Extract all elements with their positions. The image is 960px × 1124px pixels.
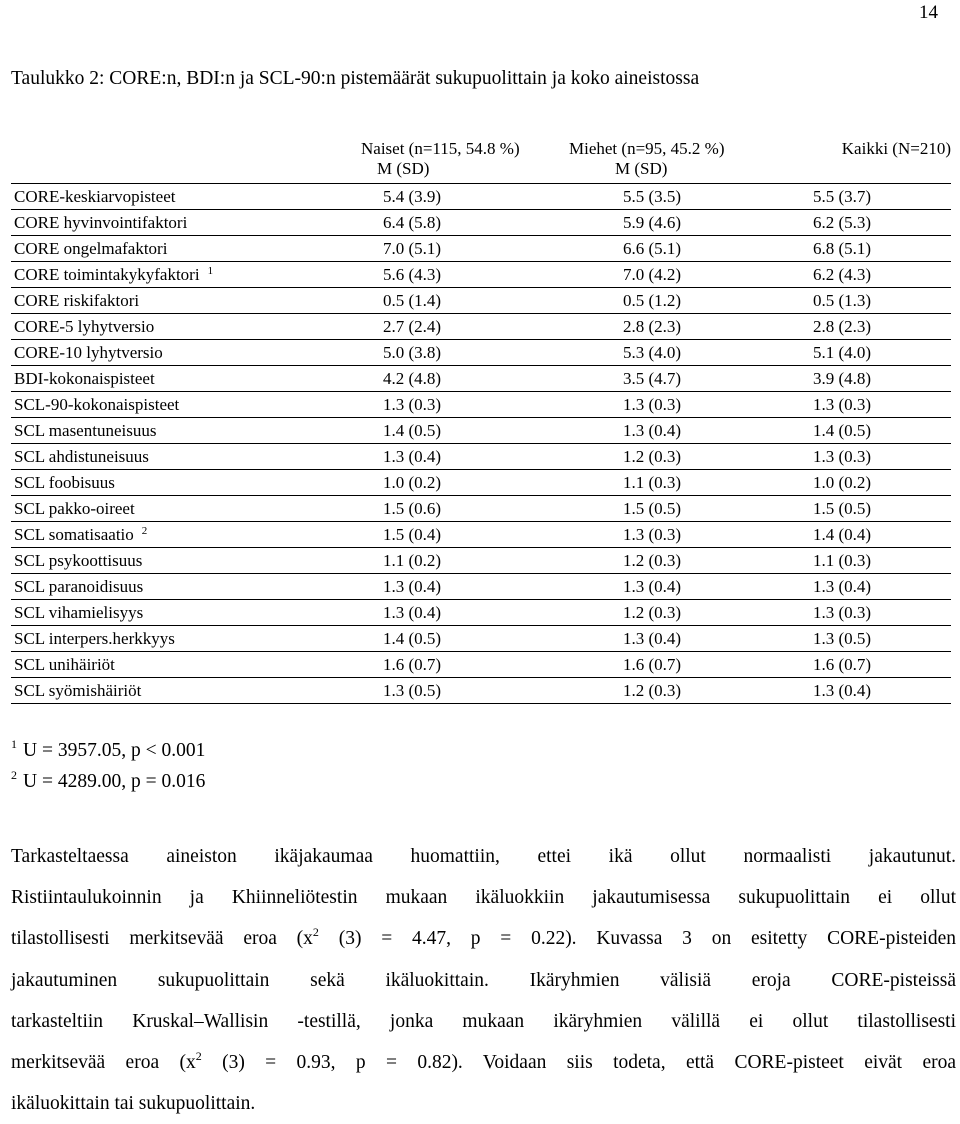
cell-miehet-text: 1.2 (0.3) bbox=[623, 681, 682, 700]
cell-miehet bbox=[559, 314, 761, 340]
row-label-text: SCL paranoidisuus bbox=[14, 577, 144, 596]
cell-naiset bbox=[361, 236, 559, 262]
cell-kaikki bbox=[761, 574, 951, 600]
cell-naiset-text: 1.6 (0.7) bbox=[383, 655, 442, 674]
row-label-text: SCL-90-kokonaispisteet bbox=[14, 395, 180, 414]
table-row bbox=[11, 626, 951, 652]
cell-kaikki-text: 1.5 (0.5) bbox=[813, 499, 872, 518]
table-caption: Taulukko 2: CORE:n, BDI:n ja SCL-90:n pistemäärät sukupuolittain ja koko aineistossa bbox=[11, 68, 700, 89]
cell-kaikki-text: 6.2 (4.3) bbox=[813, 265, 872, 284]
row-label bbox=[11, 522, 361, 548]
row-label bbox=[11, 392, 361, 418]
cell-miehet bbox=[559, 678, 761, 704]
cell-naiset bbox=[361, 392, 559, 418]
paragraph-line-3-a: tilastollisesti merkitsevää eroa (x bbox=[11, 928, 313, 950]
table-row bbox=[11, 392, 951, 418]
paragraph-line-6-sup: 2 bbox=[195, 1049, 202, 1064]
cell-kaikki-text: 1.3 (0.3) bbox=[813, 395, 872, 414]
header-empty bbox=[11, 136, 361, 159]
cell-naiset-text: 1.3 (0.4) bbox=[383, 447, 442, 466]
cell-naiset bbox=[361, 470, 559, 496]
cell-kaikki bbox=[761, 418, 951, 444]
row-label bbox=[11, 574, 361, 600]
cell-miehet-text: 2.8 (2.3) bbox=[623, 317, 682, 336]
row-label-footnote-mark: 1 bbox=[207, 265, 214, 277]
row-label bbox=[11, 600, 361, 626]
cell-naiset-text: 2.7 (2.4) bbox=[383, 317, 442, 336]
row-label-text: CORE-5 lyhytversio bbox=[14, 317, 155, 336]
cell-kaikki-text: 2.8 (2.3) bbox=[813, 317, 872, 336]
cell-naiset bbox=[361, 210, 559, 236]
cell-miehet-text: 1.2 (0.3) bbox=[623, 551, 682, 570]
table-row bbox=[11, 314, 951, 340]
row-label bbox=[11, 366, 361, 392]
row-label-footnote-mark: 2 bbox=[141, 525, 148, 537]
row-label bbox=[11, 444, 361, 470]
cell-miehet-text: 1.3 (0.3) bbox=[623, 525, 682, 544]
cell-naiset bbox=[361, 574, 559, 600]
cell-kaikki-text: 0.5 (1.3) bbox=[813, 291, 872, 310]
table-row bbox=[11, 184, 951, 210]
row-label-text: SCL interpers.herkkyys bbox=[14, 629, 175, 648]
row-label bbox=[11, 626, 361, 652]
cell-kaikki-text: 1.4 (0.5) bbox=[813, 421, 872, 440]
row-label-text: CORE-10 lyhytversio bbox=[14, 343, 163, 362]
cell-kaikki bbox=[761, 262, 951, 288]
row-label bbox=[11, 652, 361, 678]
cell-kaikki-text: 1.3 (0.4) bbox=[813, 681, 872, 700]
row-label-text: CORE hyvinvointifaktori bbox=[14, 213, 188, 232]
cell-miehet-text: 1.2 (0.3) bbox=[623, 447, 682, 466]
cell-naiset bbox=[361, 340, 559, 366]
row-label bbox=[11, 236, 361, 262]
paragraph-line-2: Ristiintaulukoinnin ja Khiinneliötestin mukaan ikäluokkiin jakautumisessa sukupuolittain ei ollut bbox=[11, 887, 956, 909]
table-row bbox=[11, 366, 951, 392]
row-label-text: SCL syömishäiriöt bbox=[14, 681, 142, 700]
cell-naiset bbox=[361, 444, 559, 470]
table-body bbox=[11, 184, 951, 704]
header-naiset: Naiset (n=115, 54.8 %) bbox=[361, 139, 520, 158]
table-row bbox=[11, 418, 951, 444]
scores-table bbox=[11, 136, 951, 704]
table-header bbox=[11, 136, 951, 184]
cell-naiset-text: 1.5 (0.6) bbox=[383, 499, 442, 518]
row-label bbox=[11, 548, 361, 574]
cell-naiset-text: 1.0 (0.2) bbox=[383, 473, 442, 492]
cell-miehet-text: 7.0 (4.2) bbox=[623, 265, 682, 284]
cell-naiset-text: 0.5 (1.4) bbox=[383, 291, 442, 310]
cell-naiset bbox=[361, 184, 559, 210]
cell-miehet bbox=[559, 496, 761, 522]
cell-naiset-text: 1.3 (0.4) bbox=[383, 577, 442, 596]
cell-kaikki bbox=[761, 184, 951, 210]
cell-naiset-text: 1.3 (0.4) bbox=[383, 603, 442, 622]
paragraph-line-4: jakautuminen sukupuolittain sekä ikäluokittain. Ikäryhmien välisiä eroja CORE-pisteissä bbox=[11, 969, 956, 991]
table-row bbox=[11, 470, 951, 496]
table-row bbox=[11, 600, 951, 626]
body-paragraph bbox=[11, 836, 956, 1124]
cell-miehet-text: 3.5 (4.7) bbox=[623, 369, 682, 388]
footnote-1-text: U = 3957.05, p < 0.001 bbox=[23, 740, 206, 761]
cell-kaikki-text: 1.4 (0.4) bbox=[813, 525, 872, 544]
table-row bbox=[11, 444, 951, 470]
cell-miehet-text: 5.3 (4.0) bbox=[623, 343, 682, 362]
paragraph-line-7: ikäluokittain tai sukupuolittain. bbox=[11, 1093, 256, 1115]
cell-naiset bbox=[361, 288, 559, 314]
subheader-kaikki-empty bbox=[761, 159, 951, 184]
cell-naiset bbox=[361, 548, 559, 574]
cell-miehet-text: 0.5 (1.2) bbox=[623, 291, 682, 310]
footnote-2-text: U = 4289.00, p = 0.016 bbox=[23, 771, 206, 792]
cell-kaikki-text: 1.6 (0.7) bbox=[813, 655, 872, 674]
cell-miehet bbox=[559, 366, 761, 392]
cell-naiset bbox=[361, 652, 559, 678]
cell-miehet bbox=[559, 522, 761, 548]
row-label-text: CORE toimintakykyfaktori bbox=[14, 265, 200, 284]
row-label-text: SCL unihäiriöt bbox=[14, 655, 115, 674]
cell-miehet bbox=[559, 392, 761, 418]
table-row bbox=[11, 496, 951, 522]
cell-miehet-text: 1.3 (0.4) bbox=[623, 629, 682, 648]
cell-kaikki-text: 1.3 (0.5) bbox=[813, 629, 872, 648]
cell-naiset bbox=[361, 600, 559, 626]
cell-miehet-text: 1.3 (0.3) bbox=[623, 395, 682, 414]
row-label-text: CORE ongelmafaktori bbox=[14, 239, 168, 258]
paragraph-line-3-sup: 2 bbox=[312, 925, 319, 940]
cell-miehet bbox=[559, 470, 761, 496]
cell-naiset bbox=[361, 314, 559, 340]
cell-kaikki-text: 1.3 (0.4) bbox=[813, 577, 872, 596]
cell-kaikki-text: 3.9 (4.8) bbox=[813, 369, 872, 388]
footnote-2-mark: 2 bbox=[11, 768, 17, 782]
row-label bbox=[11, 678, 361, 704]
paragraph-line-5: tarkasteltiin Kruskal–Wallisin -testillä, jonka mukaan ikäryhmien välillä ei ollut tilastollisesti bbox=[11, 1010, 956, 1032]
cell-naiset bbox=[361, 678, 559, 704]
cell-kaikki-text: 6.2 (5.3) bbox=[813, 213, 872, 232]
row-label-text: SCL psykoottisuus bbox=[14, 551, 143, 570]
cell-naiset-text: 1.1 (0.2) bbox=[383, 551, 442, 570]
table-row bbox=[11, 236, 951, 262]
row-label bbox=[11, 418, 361, 444]
cell-kaikki bbox=[761, 444, 951, 470]
row-label-text: SCL pakko-oireet bbox=[14, 499, 135, 518]
row-label-text: SCL somatisaatio bbox=[14, 525, 134, 544]
subheader-empty bbox=[11, 159, 361, 184]
cell-kaikki-text: 1.3 (0.3) bbox=[813, 603, 872, 622]
cell-kaikki bbox=[761, 522, 951, 548]
cell-naiset-text: 4.2 (4.8) bbox=[383, 369, 442, 388]
table-row bbox=[11, 340, 951, 366]
row-label bbox=[11, 184, 361, 210]
cell-miehet bbox=[559, 184, 761, 210]
cell-miehet bbox=[559, 288, 761, 314]
cell-naiset-text: 7.0 (5.1) bbox=[383, 239, 442, 258]
row-label bbox=[11, 262, 361, 288]
cell-naiset-text: 1.3 (0.3) bbox=[383, 395, 442, 414]
cell-naiset-text: 1.4 (0.5) bbox=[383, 629, 442, 648]
cell-miehet-text: 5.9 (4.6) bbox=[623, 213, 682, 232]
cell-miehet-text: 1.1 (0.3) bbox=[623, 473, 682, 492]
cell-miehet bbox=[559, 444, 761, 470]
cell-naiset-text: 5.4 (3.9) bbox=[383, 187, 442, 206]
cell-kaikki bbox=[761, 210, 951, 236]
cell-miehet bbox=[559, 600, 761, 626]
cell-miehet bbox=[559, 548, 761, 574]
cell-naiset bbox=[361, 522, 559, 548]
scores-table-container bbox=[11, 136, 951, 704]
cell-naiset bbox=[361, 366, 559, 392]
cell-kaikki-text: 1.1 (0.3) bbox=[813, 551, 872, 570]
cell-kaikki bbox=[761, 340, 951, 366]
cell-miehet-text: 6.6 (5.1) bbox=[623, 239, 682, 258]
cell-miehet bbox=[559, 210, 761, 236]
paragraph-line-3-b: (3) = 4.47, p = 0.22). Kuvassa 3 on esitetty CORE-pisteiden bbox=[318, 928, 956, 950]
paragraph-line-3 bbox=[11, 918, 956, 959]
row-label-text: SCL foobisuus bbox=[14, 473, 115, 492]
cell-naiset-text: 1.3 (0.5) bbox=[383, 681, 442, 700]
table-row bbox=[11, 574, 951, 600]
row-label-text: SCL masentuneisuus bbox=[14, 421, 157, 440]
cell-kaikki bbox=[761, 678, 951, 704]
table-row bbox=[11, 548, 951, 574]
cell-kaikki bbox=[761, 496, 951, 522]
cell-kaikki bbox=[761, 314, 951, 340]
footnote-2 bbox=[11, 766, 205, 797]
cell-naiset bbox=[361, 262, 559, 288]
row-label-text: SCL ahdistuneisuus bbox=[14, 447, 149, 466]
cell-kaikki bbox=[761, 366, 951, 392]
row-label bbox=[11, 288, 361, 314]
paragraph-line-1: Tarkasteltaessa aineiston ikäjakaumaa huomattiin, ettei ikä ollut normaalisti jakautunut. bbox=[11, 846, 956, 867]
cell-miehet bbox=[559, 626, 761, 652]
table-row bbox=[11, 652, 951, 678]
cell-kaikki-text: 5.1 (4.0) bbox=[813, 343, 872, 362]
row-label bbox=[11, 314, 361, 340]
cell-kaikki bbox=[761, 470, 951, 496]
cell-kaikki bbox=[761, 548, 951, 574]
header-miehet: Miehet (n=95, 45.2 %) bbox=[569, 139, 725, 158]
cell-kaikki bbox=[761, 236, 951, 262]
row-label-text: CORE-keskiarvopisteet bbox=[14, 187, 176, 206]
header-kaikki: Kaikki (N=210) bbox=[841, 139, 951, 158]
cell-miehet bbox=[559, 262, 761, 288]
cell-miehet bbox=[559, 652, 761, 678]
table-row bbox=[11, 262, 951, 288]
cell-miehet-text: 1.5 (0.5) bbox=[623, 499, 682, 518]
footnote-1 bbox=[11, 735, 205, 766]
cell-miehet bbox=[559, 574, 761, 600]
row-label-text: CORE riskifaktori bbox=[14, 291, 140, 310]
cell-kaikki bbox=[761, 288, 951, 314]
cell-naiset bbox=[361, 418, 559, 444]
subheader-miehet: M (SD) bbox=[559, 159, 761, 184]
row-label bbox=[11, 496, 361, 522]
paragraph-line-6-a: merkitsevää eroa (x bbox=[11, 1052, 196, 1074]
cell-naiset-text: 6.4 (5.8) bbox=[383, 213, 442, 232]
cell-kaikki bbox=[761, 626, 951, 652]
table-row bbox=[11, 288, 951, 314]
cell-miehet bbox=[559, 340, 761, 366]
page-number: 14 bbox=[919, 2, 938, 23]
paragraph-line-6-b: (3) = 0.93, p = 0.82). Voidaan siis todeta, että CORE-pisteet eivät eroa bbox=[201, 1052, 956, 1074]
cell-miehet bbox=[559, 236, 761, 262]
row-label bbox=[11, 210, 361, 236]
cell-naiset-text: 1.5 (0.4) bbox=[383, 525, 442, 544]
cell-kaikki bbox=[761, 600, 951, 626]
cell-miehet-text: 1.6 (0.7) bbox=[623, 655, 682, 674]
subheader-naiset: M (SD) bbox=[361, 159, 559, 184]
row-label-text: SCL vihamielisyys bbox=[14, 603, 144, 622]
row-label-text: BDI-kokonaispisteet bbox=[14, 369, 155, 388]
cell-miehet-text: 1.2 (0.3) bbox=[623, 603, 682, 622]
cell-kaikki bbox=[761, 392, 951, 418]
table-row bbox=[11, 210, 951, 236]
cell-naiset-text: 5.0 (3.8) bbox=[383, 343, 442, 362]
row-label bbox=[11, 340, 361, 366]
cell-miehet bbox=[559, 418, 761, 444]
footnote-1-mark: 1 bbox=[11, 737, 17, 751]
footnotes bbox=[11, 735, 205, 797]
cell-naiset bbox=[361, 496, 559, 522]
cell-kaikki-text: 6.8 (5.1) bbox=[813, 239, 872, 258]
table-row bbox=[11, 678, 951, 704]
paragraph-line-6 bbox=[11, 1042, 956, 1083]
cell-kaikki bbox=[761, 652, 951, 678]
cell-miehet-text: 1.3 (0.4) bbox=[623, 577, 682, 596]
cell-kaikki-text: 1.0 (0.2) bbox=[813, 473, 872, 492]
cell-miehet-text: 5.5 (3.5) bbox=[623, 187, 682, 206]
cell-kaikki-text: 1.3 (0.3) bbox=[813, 447, 872, 466]
row-label bbox=[11, 470, 361, 496]
cell-kaikki-text: 5.5 (3.7) bbox=[813, 187, 872, 206]
cell-naiset-text: 1.4 (0.5) bbox=[383, 421, 442, 440]
cell-miehet-text: 1.3 (0.4) bbox=[623, 421, 682, 440]
cell-naiset bbox=[361, 626, 559, 652]
table-row bbox=[11, 522, 951, 548]
cell-naiset-text: 5.6 (4.3) bbox=[383, 265, 442, 284]
